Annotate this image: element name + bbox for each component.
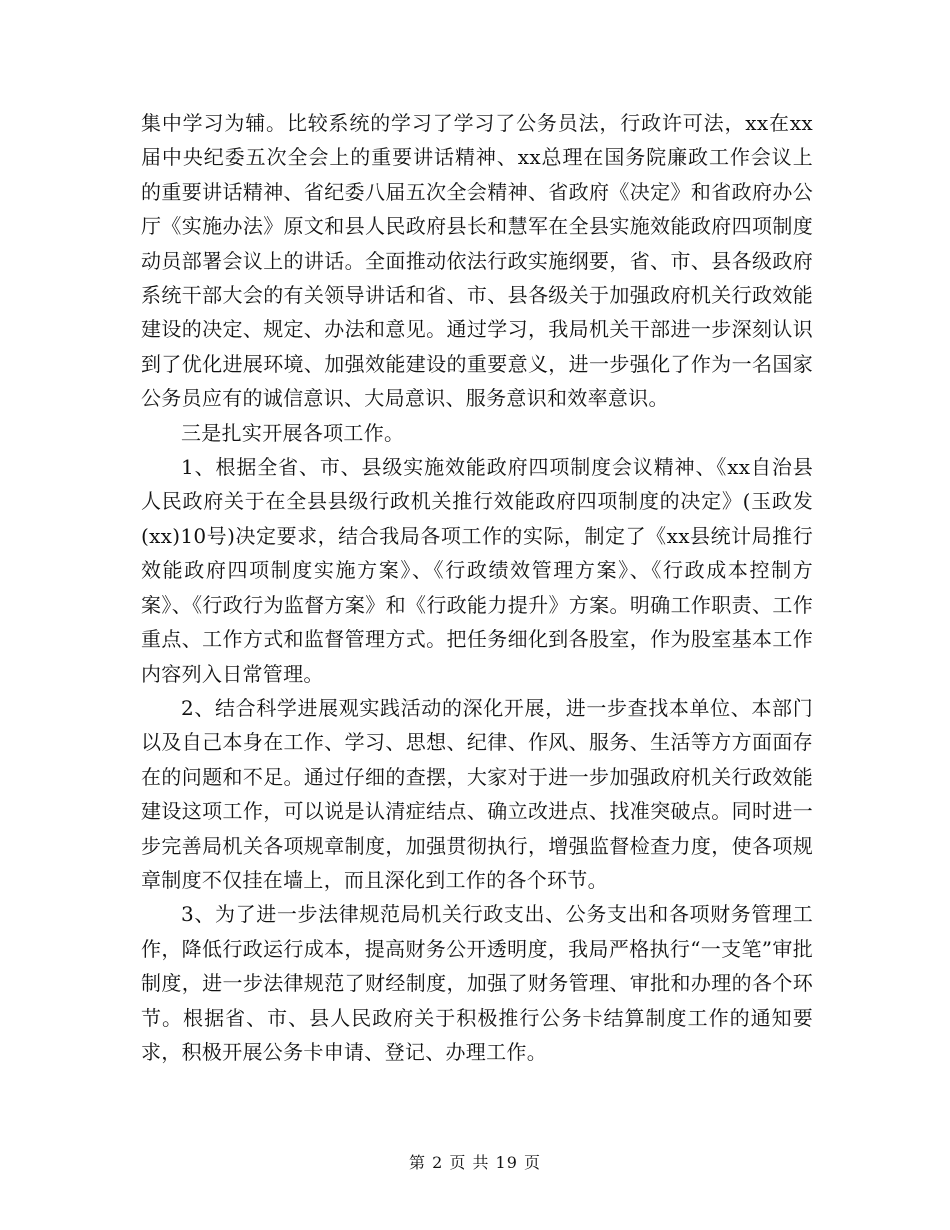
paragraph-item-1: 1、根据全省、市、县级实施效能政府四项制度会议精神、《xx自治县人民政府关于在全县县级行政机关推行效能政府四项制度的决定》(玉政发(xx)10号)决定要求，结合我局各项工作的实际，制定了《xx县统计局推行效能政府四项制度实施方案》、《行政绩效管理方案》、《行政成本控制方案》、《行政行为监督方案》和《行政能力提升》方案。明确工作职责、工作重点、工作方式和监督管理方式。把任务细化到各股室，作为股室基本工作内容列入日常管理。: [141, 455, 813, 686]
document-body: [141, 106, 813, 1069]
page-number-footer: 第 2 页 共 19 页: [409, 1153, 541, 1172]
paragraph-item-3: 3、为了进一步法律规范局机关行政支出、公务支出和各项财务管理工作，降低行政运行成本，提高财务公开透明度，我局严格执行“一支笔”审批制度，进一步法律规范了财经制度，加强了财务管理、审批和办理的各个环节。根据省、市、县人民政府关于积极推行公务卡结算制度工作的通知要求，积极开展公务卡申请、登记、办理工作。: [141, 902, 813, 1064]
paragraph-heading-three: 三是扎实开展各项工作。: [181, 420, 405, 445]
paragraph-study-continued: 集中学习为辅。比较系统的学习了学习了公务员法，行政许可法，xx在xx届中央纪委五次全会上的重要讲话精神、xx总理在国务院廉政工作会议上的重要讲话精神、省纪委八届五次全会精神、省政府《决定》和省政府办公厅《实施办法》原文和县人民政府县长和慧军在全县实施效能政府四项制度动员部署会议上的讲话。全面推动依法行政实施纲要，省、市、县各级政府系统干部大会的有关领导讲话和省、市、县各级关于加强政府机关行政效能建设的决定、规定、办法和意见。通过学习，我局机关干部进一步深刻认识到了优化进展环境、加强效能建设的重要意义，进一步强化了作为一名国家公务员应有的诚信意识、大局意识、服务意识和效率意识。: [141, 111, 813, 411]
paragraph-item-2: 2、结合科学进展观实践活动的深化开展，进一步查找本单位、本部门以及自己本身在工作、学习、思想、纪律、作风、服务、生活等方方面面存在的问题和不足。通过仔细的查摆，大家对于进一步加强政府机关行政效能建设这项工作，可以说是认清症结点、确立改进点、找准突破点。同时进一步完善局机关各项规章制度，加强贯彻执行，增强监督检查力度，使各项规章制度不仅挂在墙上，而且深化到工作的各个环节。: [141, 695, 813, 892]
